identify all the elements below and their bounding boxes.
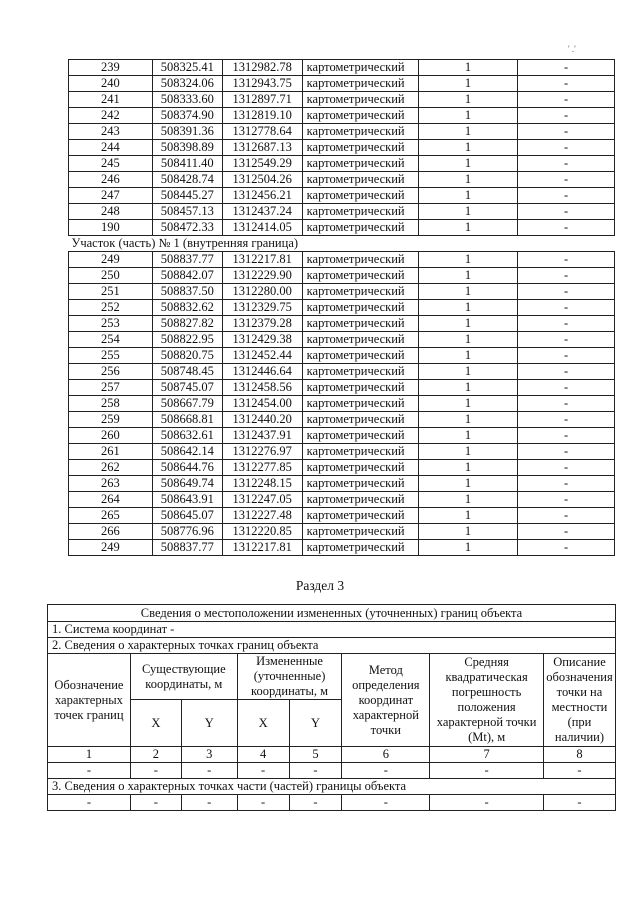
y-coordinate: 1312429.38	[222, 332, 302, 348]
description: -	[518, 76, 615, 92]
x-coordinate: 508748.45	[152, 364, 222, 380]
column-number: 7	[430, 747, 544, 763]
method: картометрический	[302, 524, 418, 540]
accuracy: 1	[418, 124, 518, 140]
y-coordinate: 1312227.48	[222, 508, 302, 524]
section-label: Участок (часть) № 1 (внутренняя граница)	[69, 236, 615, 252]
point-number: 263	[69, 476, 153, 492]
table-row	[69, 76, 615, 92]
method: картометрический	[302, 444, 418, 460]
method: картометрический	[302, 492, 418, 508]
section-row	[69, 236, 615, 252]
accuracy: 1	[418, 492, 518, 508]
y-coordinate: 1312437.91	[222, 428, 302, 444]
accuracy: 1	[418, 364, 518, 380]
data-row	[48, 763, 616, 779]
y-coordinate: 1312277.85	[222, 460, 302, 476]
x-coordinate: 508632.61	[152, 428, 222, 444]
description: -	[518, 252, 615, 268]
method: картометрический	[302, 76, 418, 92]
header-designation: Обозначение характерных точек границ	[48, 654, 131, 747]
method: картометрический	[302, 364, 418, 380]
accuracy: 1	[418, 380, 518, 396]
y-coordinate: 1312414.05	[222, 220, 302, 236]
y-coordinate: 1312778.64	[222, 124, 302, 140]
accuracy: 1	[418, 108, 518, 124]
x-coordinate: 508472.33	[152, 220, 222, 236]
method: картометрический	[302, 204, 418, 220]
cell-value: -	[543, 795, 615, 811]
accuracy: 1	[418, 428, 518, 444]
point-number: 262	[69, 460, 153, 476]
description: -	[518, 300, 615, 316]
column-number: 8	[543, 747, 615, 763]
method: картометрический	[302, 188, 418, 204]
description: -	[518, 364, 615, 380]
x-coordinate: 508776.96	[152, 524, 222, 540]
point-number: 255	[69, 348, 153, 364]
x-coordinate: 508333.60	[152, 92, 222, 108]
method: картометрический	[302, 140, 418, 156]
y-coordinate: 1312943.75	[222, 76, 302, 92]
description: -	[518, 524, 615, 540]
table-row	[69, 508, 615, 524]
table-row	[69, 204, 615, 220]
column-number: 4	[237, 747, 289, 763]
method: картометрический	[302, 412, 418, 428]
table-row	[69, 492, 615, 508]
table-row	[69, 252, 615, 268]
cell-value: -	[130, 795, 181, 811]
table-row	[69, 396, 615, 412]
point-number: 244	[69, 140, 153, 156]
table-row	[69, 268, 615, 284]
x-coordinate: 508398.89	[152, 140, 222, 156]
table-row	[69, 60, 615, 76]
table-row	[69, 140, 615, 156]
table-row	[69, 124, 615, 140]
description: -	[518, 284, 615, 300]
table-row	[69, 332, 615, 348]
table-row	[69, 524, 615, 540]
description: -	[518, 348, 615, 364]
description: -	[518, 108, 615, 124]
accuracy: 1	[418, 188, 518, 204]
y-coordinate: 1312379.28	[222, 316, 302, 332]
x-coordinate: 508325.41	[152, 60, 222, 76]
accuracy: 1	[418, 508, 518, 524]
x-coordinate: 508668.81	[152, 412, 222, 428]
header-existing-x: X	[130, 700, 181, 747]
accuracy: 1	[418, 220, 518, 236]
cell-value: -	[48, 795, 131, 811]
table-row	[69, 300, 615, 316]
x-coordinate: 508837.77	[152, 540, 222, 556]
method: картометрический	[302, 268, 418, 284]
point-number: 242	[69, 108, 153, 124]
description: -	[518, 540, 615, 556]
description: -	[518, 460, 615, 476]
y-coordinate: 1312220.85	[222, 524, 302, 540]
x-coordinate: 508428.74	[152, 172, 222, 188]
header-changed-y: Y	[289, 700, 342, 747]
y-coordinate: 1312456.21	[222, 188, 302, 204]
x-coordinate: 508643.91	[152, 492, 222, 508]
y-coordinate: 1312229.90	[222, 268, 302, 284]
y-coordinate: 1312549.29	[222, 156, 302, 172]
x-coordinate: 508837.77	[152, 252, 222, 268]
header-description: Описание обозначения точки на местности (при наличии)	[543, 654, 615, 747]
description: -	[518, 124, 615, 140]
table-row	[69, 364, 615, 380]
accuracy: 1	[418, 92, 518, 108]
point-number: 260	[69, 428, 153, 444]
description: -	[518, 476, 615, 492]
y-coordinate: 1312982.78	[222, 60, 302, 76]
table-row	[69, 284, 615, 300]
x-coordinate: 508827.82	[152, 316, 222, 332]
table-row	[69, 540, 615, 556]
description: -	[518, 316, 615, 332]
table-row	[69, 348, 615, 364]
point-number: 252	[69, 300, 153, 316]
y-coordinate: 1312280.00	[222, 284, 302, 300]
method: картометрический	[302, 428, 418, 444]
point-number: 266	[69, 524, 153, 540]
point-number: 239	[69, 60, 153, 76]
table-row	[69, 380, 615, 396]
table-row	[69, 92, 615, 108]
method: картометрический	[302, 60, 418, 76]
column-number: 5	[289, 747, 342, 763]
point-number: 251	[69, 284, 153, 300]
description: -	[518, 172, 615, 188]
table-row	[69, 444, 615, 460]
point-number: 258	[69, 396, 153, 412]
x-coordinate: 508445.27	[152, 188, 222, 204]
cell-value: -	[130, 763, 181, 779]
method: картометрический	[302, 172, 418, 188]
column-number: 3	[181, 747, 237, 763]
accuracy: 1	[418, 348, 518, 364]
table-row	[69, 188, 615, 204]
point-number: 253	[69, 316, 153, 332]
description: -	[518, 428, 615, 444]
header-accuracy: Средняя квадратическая погрешность положения характерной точки (Mt), м	[430, 654, 544, 747]
cell-value: -	[289, 763, 342, 779]
accuracy: 1	[418, 460, 518, 476]
method: картометрический	[302, 108, 418, 124]
accuracy: 1	[418, 172, 518, 188]
cell-value: -	[430, 763, 544, 779]
accuracy: 1	[418, 540, 518, 556]
x-coordinate: 508832.62	[152, 300, 222, 316]
table-row	[69, 156, 615, 172]
method: картометрический	[302, 156, 418, 172]
description: -	[518, 492, 615, 508]
point-number: 254	[69, 332, 153, 348]
y-coordinate: 1312819.10	[222, 108, 302, 124]
y-coordinate: 1312504.26	[222, 172, 302, 188]
corner-mark: ' .'	[568, 44, 576, 54]
x-coordinate: 508411.40	[152, 156, 222, 172]
y-coordinate: 1312276.97	[222, 444, 302, 460]
x-coordinate: 508457.13	[152, 204, 222, 220]
header-method: Метод определения координат характерной точки	[342, 654, 430, 747]
x-coordinate: 508649.74	[152, 476, 222, 492]
y-coordinate: 1312247.05	[222, 492, 302, 508]
method: картометрический	[302, 460, 418, 476]
changed-boundaries-table	[47, 604, 616, 811]
y-coordinate: 1312452.44	[222, 348, 302, 364]
accuracy: 1	[418, 332, 518, 348]
accuracy: 1	[418, 284, 518, 300]
header-changed-x: X	[237, 700, 289, 747]
cell-value: -	[181, 795, 237, 811]
table-row	[69, 172, 615, 188]
point-number: 261	[69, 444, 153, 460]
cell-value: -	[237, 763, 289, 779]
x-coordinate: 508645.07	[152, 508, 222, 524]
header-existing-y: Y	[181, 700, 237, 747]
description: -	[518, 92, 615, 108]
method: картометрический	[302, 396, 418, 412]
coord-system-row: 1. Система координат -	[48, 622, 616, 638]
point-number: 249	[69, 540, 153, 556]
description: -	[518, 268, 615, 284]
y-coordinate: 1312437.24	[222, 204, 302, 220]
y-coordinate: 1312446.64	[222, 364, 302, 380]
column-number: 2	[130, 747, 181, 763]
point-number: 247	[69, 188, 153, 204]
y-coordinate: 1312440.20	[222, 412, 302, 428]
y-coordinate: 1312687.13	[222, 140, 302, 156]
y-coordinate: 1312454.00	[222, 396, 302, 412]
method: картометрический	[302, 380, 418, 396]
cell-value: -	[430, 795, 544, 811]
table-row	[69, 316, 615, 332]
table-row	[69, 220, 615, 236]
point-number: 249	[69, 252, 153, 268]
cell-value: -	[181, 763, 237, 779]
accuracy: 1	[418, 60, 518, 76]
cell-value: -	[342, 795, 430, 811]
y-coordinate: 1312897.71	[222, 92, 302, 108]
cell-value: -	[543, 763, 615, 779]
accuracy: 1	[418, 140, 518, 156]
description: -	[518, 444, 615, 460]
accuracy: 1	[418, 316, 518, 332]
y-coordinate: 1312458.56	[222, 380, 302, 396]
table-row	[69, 476, 615, 492]
table-row	[69, 412, 615, 428]
x-coordinate: 508822.95	[152, 332, 222, 348]
method: картометрический	[302, 348, 418, 364]
section-heading: Раздел 3	[295, 578, 345, 593]
description: -	[518, 156, 615, 172]
description: -	[518, 396, 615, 412]
method: картометрический	[302, 300, 418, 316]
x-coordinate: 508324.06	[152, 76, 222, 92]
method: картометрический	[302, 476, 418, 492]
method: картометрический	[302, 252, 418, 268]
points-heading-row: 2. Сведения о характерных точках границ объекта	[48, 638, 616, 654]
cell-value: -	[342, 763, 430, 779]
table-row	[69, 108, 615, 124]
point-number: 248	[69, 204, 153, 220]
point-number: 240	[69, 76, 153, 92]
accuracy: 1	[418, 396, 518, 412]
y-coordinate: 1312329.75	[222, 300, 302, 316]
x-coordinate: 508642.14	[152, 444, 222, 460]
data-row	[48, 795, 616, 811]
x-coordinate: 508745.07	[152, 380, 222, 396]
point-number: 264	[69, 492, 153, 508]
accuracy: 1	[418, 252, 518, 268]
accuracy: 1	[418, 524, 518, 540]
accuracy: 1	[418, 76, 518, 92]
table-row	[69, 428, 615, 444]
point-number: 257	[69, 380, 153, 396]
accuracy: 1	[418, 412, 518, 428]
y-coordinate: 1312248.15	[222, 476, 302, 492]
description: -	[518, 188, 615, 204]
table-title: Сведения о местоположении измененных (уточненных) границ объекта	[48, 605, 616, 622]
coordinates-table	[68, 59, 615, 556]
description: -	[518, 60, 615, 76]
method: картометрический	[302, 124, 418, 140]
column-number: 1	[48, 747, 131, 763]
description: -	[518, 508, 615, 524]
column-numbers-row	[48, 747, 616, 763]
table-row	[69, 460, 615, 476]
method: картометрический	[302, 92, 418, 108]
x-coordinate: 508374.90	[152, 108, 222, 124]
accuracy: 1	[418, 476, 518, 492]
method: картометрический	[302, 284, 418, 300]
point-number: 241	[69, 92, 153, 108]
x-coordinate: 508837.50	[152, 284, 222, 300]
accuracy: 1	[418, 204, 518, 220]
accuracy: 1	[418, 444, 518, 460]
description: -	[518, 332, 615, 348]
method: картометрический	[302, 220, 418, 236]
y-coordinate: 1312217.81	[222, 252, 302, 268]
header-existing: Существующие координаты, м	[130, 654, 237, 700]
point-number: 190	[69, 220, 153, 236]
x-coordinate: 508842.07	[152, 268, 222, 284]
accuracy: 1	[418, 268, 518, 284]
cell-value: -	[48, 763, 131, 779]
y-coordinate: 1312217.81	[222, 540, 302, 556]
description: -	[518, 204, 615, 220]
method: картометрический	[302, 508, 418, 524]
point-number: 259	[69, 412, 153, 428]
method: картометрический	[302, 540, 418, 556]
part-heading-row: 3. Сведения о характерных точках части (частей) границы объекта	[48, 779, 616, 795]
column-number: 6	[342, 747, 430, 763]
cell-value: -	[237, 795, 289, 811]
point-number: 265	[69, 508, 153, 524]
accuracy: 1	[418, 300, 518, 316]
point-number: 243	[69, 124, 153, 140]
description: -	[518, 220, 615, 236]
x-coordinate: 508820.75	[152, 348, 222, 364]
accuracy: 1	[418, 156, 518, 172]
x-coordinate: 508644.76	[152, 460, 222, 476]
point-number: 246	[69, 172, 153, 188]
x-coordinate: 508391.36	[152, 124, 222, 140]
method: картометрический	[302, 316, 418, 332]
cell-value: -	[289, 795, 342, 811]
x-coordinate: 508667.79	[152, 396, 222, 412]
description: -	[518, 140, 615, 156]
header-changed: Измененные (уточненные) координаты, м	[237, 654, 342, 700]
description: -	[518, 380, 615, 396]
description: -	[518, 412, 615, 428]
point-number: 256	[69, 364, 153, 380]
method: картометрический	[302, 332, 418, 348]
point-number: 250	[69, 268, 153, 284]
point-number: 245	[69, 156, 153, 172]
